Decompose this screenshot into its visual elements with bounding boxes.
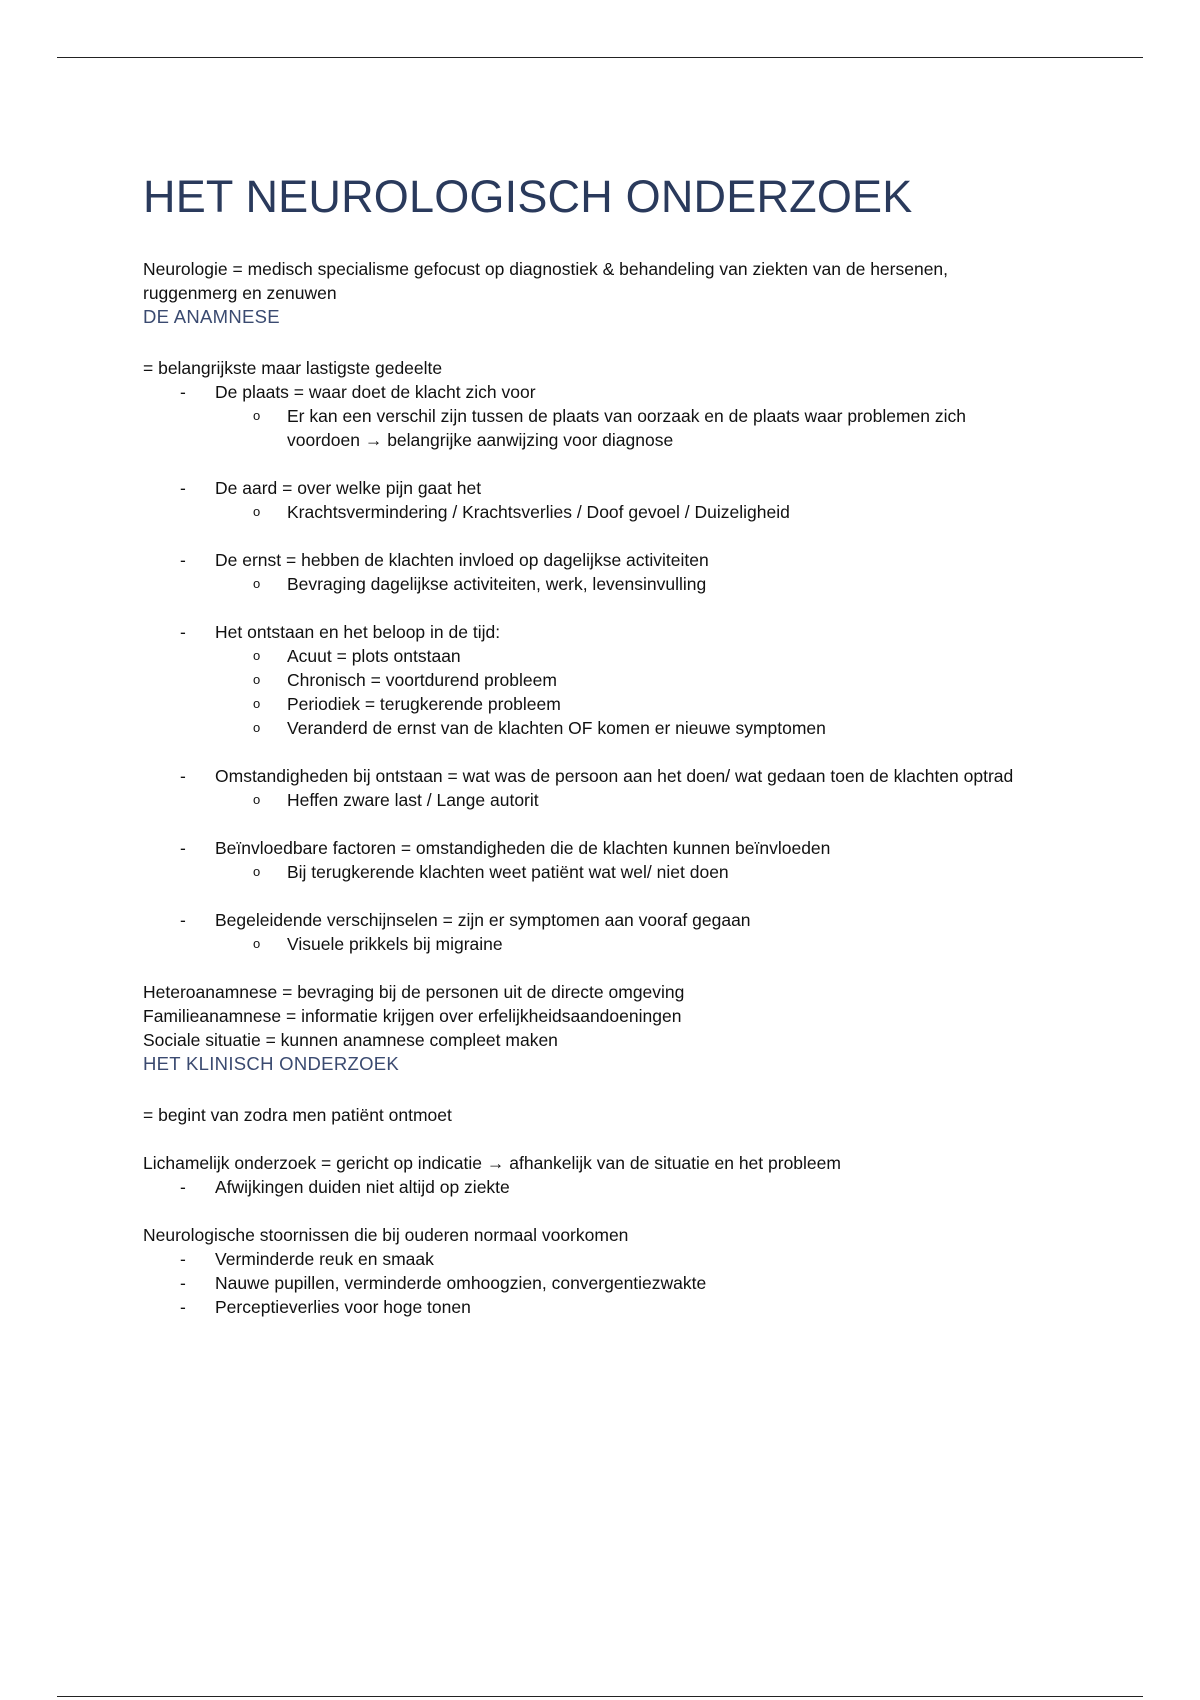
section-heading-anamnese: DE ANAMNESE xyxy=(143,306,280,327)
sub-list xyxy=(215,644,1023,740)
sub-list-item: o Chronisch = voortdurend probleem xyxy=(215,668,1023,692)
list-item xyxy=(143,548,1023,596)
sub-list-item: o Krachtsvermindering / Krachtsverlies / Doof gevoel / Duizeligheid xyxy=(215,500,1023,524)
lichamelijk-block xyxy=(143,1151,1023,1199)
list-item-label: Begeleidende verschijnselen = zijn er symptomen aan vooraf gegaan xyxy=(215,910,751,930)
list-item-label: De ernst = hebben de klachten invloed op dagelijkse activiteiten xyxy=(215,550,709,570)
footer-rule xyxy=(57,1696,1143,1697)
heteroanamnese-line: Heteroanamnese = bevraging bij de personen uit de directe omgeving xyxy=(143,982,685,1002)
sub-list xyxy=(215,572,1023,596)
lichamelijk-line: Lichamelijk onderzoek = gericht op indicatie → afhankelijk van de situatie en het probleem xyxy=(143,1153,841,1173)
sub-list-item: o Periodiek = terugkerende probleem xyxy=(215,692,1023,716)
anamnese-list xyxy=(143,380,1023,956)
stoornissen-block xyxy=(143,1223,1023,1319)
list-item-label: De aard = over welke pijn gaat het xyxy=(215,478,482,498)
sub-list-item: o Er kan een verschil zijn tussen de plaats van oorzaak en de plaats waar problemen zich voordoen → belangrijke aanwijzing voor diagnose xyxy=(215,404,1023,452)
document-body xyxy=(143,167,1023,1319)
klinisch-lead: = begint van zodra men patiënt ontmoet xyxy=(143,1105,452,1125)
list-item: - Nauwe pupillen, verminderde omhoogzien, convergentiezwakte xyxy=(143,1271,1023,1295)
list-item-label: Beïnvloedbare factoren = omstandigheden die de klachten kunnen beïnvloeden xyxy=(215,838,831,858)
sub-list xyxy=(215,788,1023,812)
list-item xyxy=(143,908,1023,956)
anamnese-extra xyxy=(143,980,1023,1052)
lichamelijk-list xyxy=(143,1175,1023,1199)
header-rule xyxy=(57,57,1143,58)
sub-list-item: o Heffen zware last / Lange autorit xyxy=(215,788,1023,812)
page-title: HET NEUROLOGISCH ONDERZOEK xyxy=(143,171,913,222)
sub-list-item: o Veranderd de ernst van de klachten OF komen er nieuwe symptomen xyxy=(215,716,1023,740)
sub-list xyxy=(215,860,1023,884)
sub-list xyxy=(215,404,1023,452)
list-item xyxy=(143,836,1023,884)
sub-list xyxy=(215,500,1023,524)
sub-list-item: o Acuut = plots ontstaan xyxy=(215,644,1023,668)
familieanamnese-line: Familieanamnese = informatie krijgen over erfelijkheidsaandoeningen xyxy=(143,1006,682,1026)
list-item-label: Het ontstaan en het beloop in de tijd: xyxy=(215,622,501,642)
list-item-label: De plaats = waar doet de klacht zich voor xyxy=(215,382,536,402)
list-item xyxy=(143,380,1023,452)
list-item xyxy=(143,476,1023,524)
list-item xyxy=(143,764,1023,812)
intro-paragraph: Neurologie = medisch specialisme gefocust op diagnostiek & behandeling van ziekten van de hersenen, ruggenmerg en zenuwen xyxy=(143,259,949,303)
sub-list-item: o Visuele prikkels bij migraine xyxy=(215,932,1023,956)
list-item: - Perceptieverlies voor hoge tonen xyxy=(143,1295,1023,1319)
list-item: - Afwijkingen duiden niet altijd op ziekte xyxy=(143,1175,1023,1199)
stoornissen-line: Neurologische stoornissen die bij ouderen normaal voorkomen xyxy=(143,1225,629,1245)
sociale-situatie-line: Sociale situatie = kunnen anamnese compleet maken xyxy=(143,1030,558,1050)
anamnese-lead: = belangrijkste maar lastigste gedeelte xyxy=(143,358,443,378)
section-heading-klinisch: HET KLINISCH ONDERZOEK xyxy=(143,1053,400,1074)
sub-list-item: o Bevraging dagelijkse activiteiten, werk, levensinvulling xyxy=(215,572,1023,596)
list-item: - Verminderde reuk en smaak xyxy=(143,1247,1023,1271)
sub-list-item: o Bij terugkerende klachten weet patiënt wat wel/ niet doen xyxy=(215,860,1023,884)
list-item-label: Omstandigheden bij ontstaan = wat was de persoon aan het doen/ wat gedaan toen de klachten optrad xyxy=(215,766,1014,786)
sub-list xyxy=(215,932,1023,956)
stoornissen-list xyxy=(143,1247,1023,1319)
list-item xyxy=(143,620,1023,740)
